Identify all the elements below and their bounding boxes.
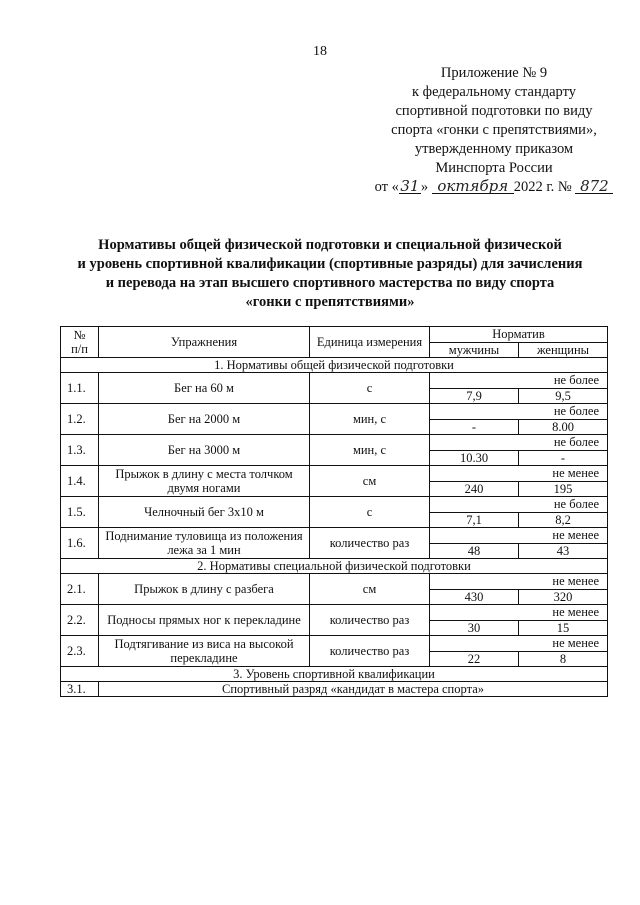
norm-condition: не менее <box>430 466 608 482</box>
appendix-line: спортивной подготовки по виду <box>395 103 593 119</box>
document-title <box>40 236 620 312</box>
unit-cell: количество раз <box>310 636 430 667</box>
women-value: 15 <box>519 620 608 636</box>
title-line: и уровень спортивной квалификации (спортивные разряды) для зачисления <box>77 256 583 272</box>
row-number: 1.1. <box>61 373 99 404</box>
women-value: 9,5 <box>519 388 608 404</box>
norm-condition: не менее <box>430 636 608 652</box>
order-year: 2022 г. № <box>513 179 572 195</box>
row-number: 2.3. <box>61 636 99 667</box>
women-value: 195 <box>519 481 608 497</box>
men-value: 22 <box>430 651 519 667</box>
norm-row <box>61 373 608 389</box>
page-number: 18 <box>313 44 327 59</box>
norms-table-body <box>61 327 608 697</box>
row-number: 2.2. <box>61 605 99 636</box>
norm-row <box>61 404 608 420</box>
header-num: № п/п <box>61 327 99 358</box>
unit-cell: с <box>310 497 430 528</box>
norm-condition: не менее <box>430 605 608 621</box>
handwritten-day: 31 <box>400 177 420 195</box>
order-prefix: от « <box>374 179 399 195</box>
norm-row <box>61 528 608 544</box>
norm-condition: не более <box>430 373 608 389</box>
unit-cell: см <box>310 466 430 497</box>
header-exercise: Упражнения <box>99 327 310 358</box>
section-title: 3. Уровень спортивной квалификации <box>61 667 608 682</box>
men-value: 10.30 <box>430 450 519 466</box>
norm-condition: не более <box>430 497 608 513</box>
header-women: женщины <box>519 342 608 358</box>
norm-row <box>61 636 608 652</box>
appendix-block <box>370 64 618 197</box>
women-value: 320 <box>519 589 608 605</box>
norm-row <box>61 497 608 513</box>
exercise-name: Прыжок в длину с разбега <box>99 574 310 605</box>
exercise-name: Бег на 2000 м <box>99 404 310 435</box>
exercise-name: Челночный бег 3х10 м <box>99 497 310 528</box>
row-number: 3.1. <box>61 682 99 697</box>
row-number: 1.3. <box>61 435 99 466</box>
men-value: 48 <box>430 543 519 559</box>
section-header-row <box>61 559 608 574</box>
norm-row <box>61 466 608 482</box>
norm-row <box>61 605 608 621</box>
header-men: мужчины <box>430 342 519 358</box>
order-mid: » <box>420 179 429 195</box>
appendix-line: спорта «гонки с препятствиями», <box>391 122 597 138</box>
appendix-line: к федеральному стандарту <box>412 84 576 100</box>
handwritten-order-number: 872 <box>575 179 613 194</box>
norm-condition: не менее <box>430 574 608 590</box>
unit-cell: см <box>310 574 430 605</box>
unit-cell: количество раз <box>310 605 430 636</box>
section-header-row <box>61 358 608 373</box>
header-unit: Единица измерения <box>310 327 430 358</box>
unit-cell: с <box>310 373 430 404</box>
row-number: 1.4. <box>61 466 99 497</box>
row-number: 1.2. <box>61 404 99 435</box>
norm-condition: не более <box>430 435 608 451</box>
men-value: - <box>430 419 519 435</box>
exercise-name: Прыжок в длину с места толчком двумя ногами <box>99 466 310 497</box>
order-line <box>370 178 618 197</box>
unit-cell: мин, с <box>310 435 430 466</box>
row-number: 1.6. <box>61 528 99 559</box>
exercise-name: Поднимание туловища из положения лежа за 1 мин <box>99 528 310 559</box>
men-value: 30 <box>430 620 519 636</box>
header-norm: Норматив <box>430 327 608 343</box>
women-value: 8,2 <box>519 512 608 528</box>
section-title: 2. Нормативы специальной физической подготовки <box>61 559 608 574</box>
row-number: 2.1. <box>61 574 99 605</box>
exercise-name: Подтягивание из виса на высокой перекладине <box>99 636 310 667</box>
header-row <box>61 327 608 343</box>
handwritten-month: октября <box>432 179 514 194</box>
women-value: 8.00 <box>519 419 608 435</box>
title-line: и перевода на этап высшего спортивного мастерства по виду спорта <box>105 275 555 291</box>
title-line: Нормативы общей физической подготовки и специальной физической <box>98 237 562 253</box>
women-value: - <box>519 450 608 466</box>
norm-condition: не более <box>430 404 608 420</box>
women-value: 43 <box>519 543 608 559</box>
appendix-line: Минспорта России <box>435 160 553 176</box>
men-value: 7,9 <box>430 388 519 404</box>
men-value: 430 <box>430 589 519 605</box>
norms-table <box>60 326 608 697</box>
row-number: 1.5. <box>61 497 99 528</box>
title-line: «гонки с препятствиями» <box>245 294 415 310</box>
exercise-name: Бег на 60 м <box>99 373 310 404</box>
unit-cell: мин, с <box>310 404 430 435</box>
exercise-name: Бег на 3000 м <box>99 435 310 466</box>
unit-cell: количество раз <box>310 528 430 559</box>
men-value: 7,1 <box>430 512 519 528</box>
women-value: 8 <box>519 651 608 667</box>
appendix-line: Приложение № 9 <box>440 65 548 81</box>
norm-row <box>61 574 608 590</box>
norm-row <box>61 435 608 451</box>
appendix-line: утвержденному приказом <box>414 141 574 157</box>
qualification-text: Спортивный разряд «кандидат в мастера спорта» <box>99 682 608 697</box>
exercise-name: Подносы прямых ног к перекладине <box>99 605 310 636</box>
section-header-row <box>61 667 608 682</box>
section-title: 1. Нормативы общей физической подготовки <box>61 358 608 373</box>
norm-condition: не менее <box>430 528 608 544</box>
qualification-row <box>61 682 608 697</box>
men-value: 240 <box>430 481 519 497</box>
